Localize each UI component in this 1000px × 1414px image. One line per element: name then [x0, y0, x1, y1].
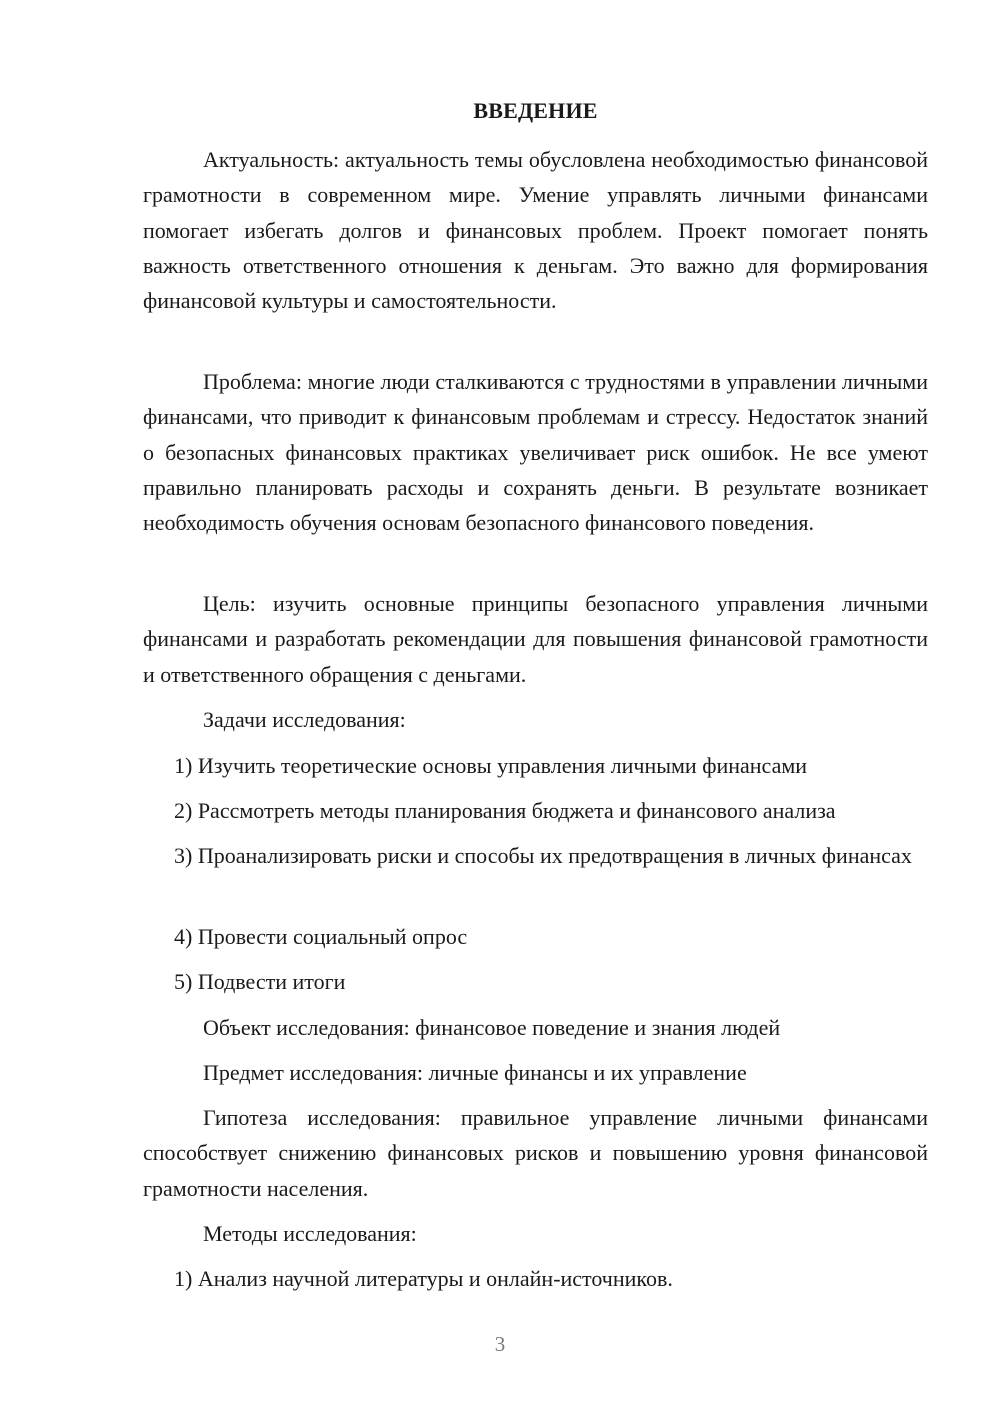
task-item-3: 3) Проанализировать риски и способы их предотвращения в личных финансах — [174, 843, 912, 868]
method-item-1: 1) Анализ научной литературы и онлайн-источников. — [174, 1266, 673, 1291]
methods-heading: Методы исследования: — [203, 1221, 417, 1246]
page-number: 3 — [494, 1332, 506, 1356]
paragraph-relevance: Актуальность: актуальность темы обусловлена необходимостью финансовой грамотности в современном мире. Умение управлять личными финансами помогает избегать долгов и финансовых проблем. Проект помогает понять важность ответственного отношения к деньгам. Это важно для формирования финансовой культуры и самостоятельности. — [143, 147, 928, 314]
task-item-5: 5) Подвести итоги — [174, 969, 346, 994]
section-title: ВВЕДЕНИЕ — [473, 98, 598, 123]
task-item-4: 4) Провести социальный опрос — [174, 924, 468, 949]
paragraph-hypothesis: Гипотеза исследования: правильное управление личными финансами способствует снижению финансовых рисков и повышению уровня финансовой грамотности населения. — [143, 1105, 928, 1201]
paragraph-problem: Проблема: многие люди сталкиваются с трудностями в управлении личными финансами, что приводит к финансовым проблемам и стрессу. Недостаток знаний о безопасных финансовых практиках увеличивает риск ошибок. Не все умеют правильно планировать расходы и сохранять деньги. В результате возникает необходимость обучения основам безопасного финансового поведения. — [143, 369, 928, 536]
paragraph-object: Объект исследования: финансовое поведение и знания людей — [203, 1015, 781, 1040]
paragraph-goal: Цель: изучить основные принципы безопасного управления личными финансами и разработать рекомендации для повышения финансовой грамотности и ответственного обращения с деньгами. — [143, 591, 928, 687]
task-item-2: 2) Рассмотреть методы планирования бюджета и финансового анализа — [174, 798, 836, 823]
task-item-1: 1) Изучить теоретические основы управления личными финансами — [174, 753, 808, 778]
tasks-heading: Задачи исследования: — [203, 707, 406, 732]
paragraph-subject: Предмет исследования: личные финансы и их управление — [203, 1060, 747, 1085]
